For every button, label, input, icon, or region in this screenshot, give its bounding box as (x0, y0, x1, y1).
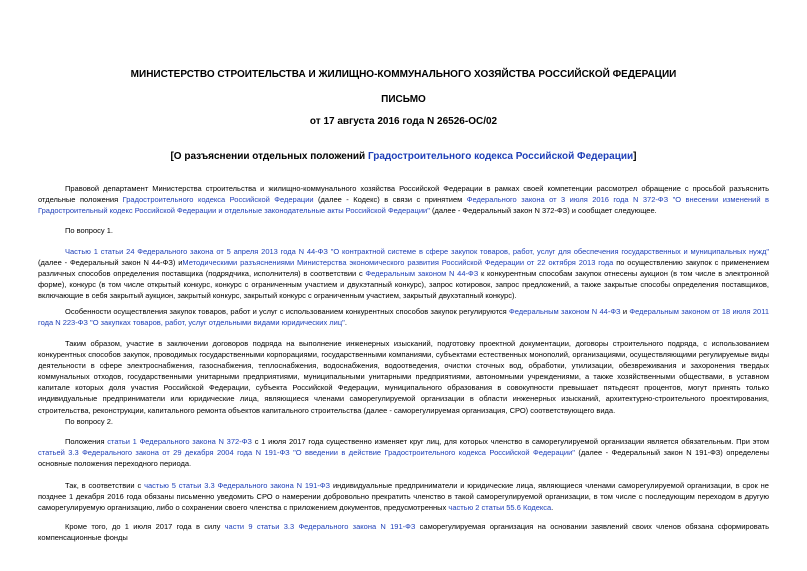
paragraph-text: Особенности осуществления закупок товаров, работ и услуг с использованием конкурентных способов закупок регулируются (65, 307, 510, 316)
document-link[interactable]: Федеральным законом N 44-ФЗ (365, 269, 479, 279)
paragraph-text: к конкурентным способам закупок отнесены аукцион (в том числе в электронной форме), конкурс (в том числе открытый конкурс, конкурс с ограниченным участием и двухэтапный конкурс), запрос котировок, запрос предложений, а также закрытые способы определения поставщиков, включающие в себя закрытый аукцион, закрытый конкурс, закрытый конкурс с ограниченным участием, закрытый двухэтапный конкурс). (38, 269, 769, 301)
paragraph-text: и (620, 307, 630, 316)
paragraph-text: Положения (65, 437, 108, 446)
paragraph-conclusion (38, 338, 769, 416)
document-link[interactable]: Федерального закона от 3 июля 2016 года N 372-ФЗ "О внесении изменений в Градостроительный кодекс Российской Федерации и отдельные законодательные акты Российской Федерации" (38, 195, 770, 216)
paragraph-text: Правовой департамент Министерства строительства и жилищно-коммунального хозяйства Российской Федерации в рамках своей компетенции рассмотрел обращение с просьбой разъяснить отдельные положения (38, 184, 769, 205)
paragraph-text: (далее - Федеральный закон N 372-ФЗ) и сообщает следующее. (429, 206, 657, 216)
paragraph-text: (далее - Кодекс) в связи с принятием (313, 195, 467, 205)
document-link[interactable]: статьи 1 Федерального закона N 372-ФЗ (107, 437, 252, 446)
paragraph-text: Таким образом, участие в заключении договоров подряда на выполнение инженерных изысканий, подготовку проектной документации, договоры строительного подряда, с использованием конкурентных способов закупок, проводимых государственными корпорациями, государственными компаниями, субъектами естественных монополий, организациями, осуществляющими регулируемые виды деятельности в сфере электроснабжения, газоснабжения, теплоснабжения, водоснабжения, водоотведения, очистки сточных вод, обработки, утилизации, обезвреживания и захоронения твердых коммунальных отходов, государственными унитарными предприятиями, муниципальными унитарными предприятиями, автономными учреждениями, а также хозяйственными обществами, в уставном капитале которых доля участия Российской Федерации, субъекта Российской Федерации, муниципального образования в совокупности превышает пятьдесят процентов, могут принять только индивидуальные предприниматели или юридические лица, являющиеся членами саморегулируемой организации в области инженерных изысканий, архитектурно-строительного проектирования, строительства, реконструкции, капитального ремонта объектов капитального строительства (далее - саморегулируемая организация, СРО) соответствующего вида. (38, 339, 769, 415)
paragraph-text: По вопросу 1. (65, 226, 113, 235)
document-link[interactable]: частью 2 статьи 55.6 Кодекса (448, 503, 552, 513)
document-link[interactable]: частью 5 статьи 3.3 Федерального закона N 191-ФЗ (144, 481, 331, 490)
ministry-heading: МИНИСТЕРСТВО СТРОИТЕЛЬСТВА И ЖИЛИЩНО-КОММУНАЛЬНОГО ХОЗЯЙСТВА РОССИЙСКОЙ ФЕДЕРАЦИИ (130, 69, 677, 80)
document-link[interactable]: Федеральным законом N 44-ФЗ (509, 307, 621, 316)
paragraph-text: Так, в соответствии с (65, 481, 145, 490)
subject-open: [О разъяснении отдельных положений (170, 151, 368, 162)
paragraph-text: (далее - Федеральный закон N 44-ФЗ) и (38, 258, 183, 268)
document-type: ПИСЬМО (381, 94, 426, 105)
paragraph-text: . (344, 318, 347, 328)
subject-close: ] (633, 151, 637, 162)
paragraph-text: . (551, 503, 554, 513)
document-link[interactable]: Градостроительного кодекса Российской Федерации (122, 195, 314, 205)
paragraph-membership (38, 436, 769, 469)
paragraph-text: с 1 июля 2017 года существенно изменяет круг лиц, для которых членство в саморегулируемой организации является обязательным. При этом (251, 437, 769, 446)
paragraph-notification (38, 480, 769, 513)
paragraph-text: Кроме того, до 1 июля 2017 года в силу (65, 522, 225, 531)
paragraph-compensation-funds (38, 521, 769, 543)
document-date-number: от 17 августа 2016 года N 26526-ОС/02 (309, 116, 498, 127)
document-link[interactable]: Методическими разъяснениями Министерства экономического развития Российской Федерации от 22 октября 2013 года (182, 258, 614, 268)
paragraph-text: По вопросу 2. (65, 417, 113, 426)
paragraph-question-2 (65, 416, 765, 427)
document-link[interactable]: части 9 статьи 3.3 Федерального закона N 191-ФЗ (224, 522, 416, 531)
paragraph-competitive-methods (38, 246, 769, 301)
paragraph-question-1 (65, 225, 765, 236)
document-subject (0, 151, 807, 162)
paragraph-procurement-features (38, 306, 769, 328)
document-link[interactable]: статьей 3.3 Федерального закона от 29 декабря 2004 года N 191-ФЗ "О введении в действие Градостроительного кодекса Российской Федерации" (38, 448, 575, 458)
paragraph-text: (далее - Федеральный закон N 191-ФЗ) определены основные положения переходного периода. (38, 448, 770, 469)
paragraph-intro (38, 183, 769, 216)
paragraph-text: саморегулируемая организация на основании заявлений своих членов обязана сформировать компенсационные фонды (38, 522, 769, 543)
document-link[interactable]: Частью 1 статьи 24 Федерального закона от 5 апреля 2013 года N 44-ФЗ "О контрактной системе в сфере закупок товаров, работ, услуг для обеспечения государственных и муниципальных нужд" (65, 247, 769, 256)
subject-code-link[interactable]: Градостроительного кодекса Российской Федерации (367, 151, 634, 162)
paragraph-text: индивидуальные предприниматели и юридические лица, являющиеся членами саморегулируемой организации, в срок не позднее 1 декабря 2016 года обязаны письменно уведомить СРО о намерении добровольно прекратить членство в такой саморегулируемой организации, в том числе с последующим переходом в другую саморегулируемую организацию, либо о сохранении своего членства с приложением документов, предусмотренных (38, 481, 769, 513)
document-link[interactable]: Федеральным законом от 18 июля 2011 года N 223-ФЗ "О закупках товаров, работ, услуг отдельными видами юридических лиц" (38, 307, 770, 328)
paragraph-text: по осуществлению закупок с применением различных способов определения поставщика (подрядчика, исполнителя) в соответствии с (38, 258, 769, 279)
